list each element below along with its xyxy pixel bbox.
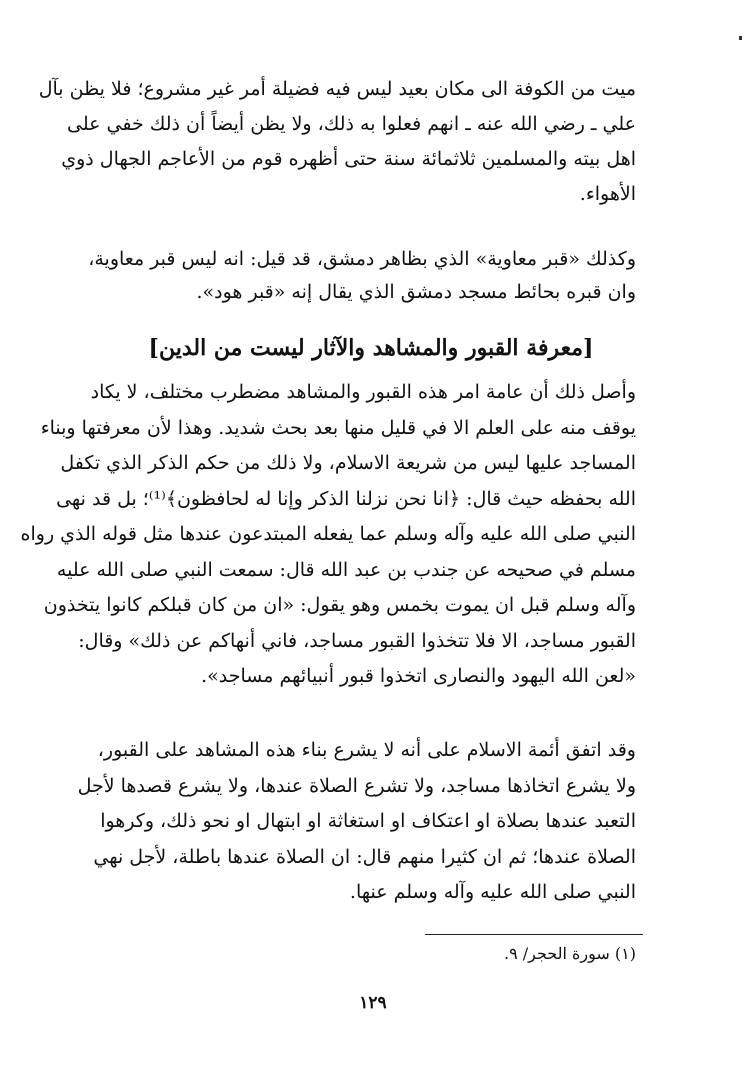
text-line: القبور مساجد، الا فلا تتخذوا القبور مساجد، فاني أنهاكم عن ذلك» وقال: [78, 629, 636, 652]
paragraph-2 [88, 243, 636, 309]
scan-edge-mark [739, 36, 742, 40]
footnote: (١) سورة الحجر/ ٩. [503, 944, 636, 963]
text-line: علي ـ رضي الله عنه ـ انهم فعلوا به ذلك، ولا يظن أيضاً أن ذلك خفي على [67, 113, 636, 135]
text-line: النبي صلى الله عليه وآله وسلم عما يفعله المبتدعون عندها مثل قوله الذي رواه [20, 523, 636, 545]
text-line: التعبد عندها بصلاة او اعتكاف او استغاثة او ابتهال او نحو ذلك، وكرهوا [100, 810, 636, 832]
text-line: يوقف منه على العلم الا في قليل منها بعد بحث شديد. وهذا لأن معرفتها وبناء [40, 416, 636, 439]
text-line: وقد اتفق أئمة الاسلام على أنه لا يشرع بناء هذه المشاهد على القبور، [97, 739, 636, 761]
text-line: اهل بيته والمسلمين ثلاثمائة سنة حتى أظهره قوم من الأعاجم الجهال ذوي [61, 148, 636, 170]
text-line: «لعن الله اليهود والنصارى اتخذوا قبور أنبيائهم مساجد». [201, 665, 636, 687]
footnote-divider [425, 934, 643, 935]
text-line: الأهواء. [579, 183, 636, 205]
text-line: وآله وسلم قبل ان يموت بخمس وهو يقول: «ان من كان قبلكم كانوا يتخذون [43, 594, 636, 616]
text-line: الله بحفظه حيث قال: ﴿انا نحن نزلنا الذكر وإنا له لحافظون﴾⁽¹⁾؛ بل قد نهى [56, 487, 636, 510]
text-line: المساجد عليها ليس من شريعة الاسلام، ولا ذلك من حكم الذكر الذي تكفل [60, 452, 636, 474]
text-line: وكذلك «قبر معاوية» الذي بظاهر دمشق، قد قيل: انه ليس قبر معاوية، [88, 248, 636, 270]
paragraph-4 [77, 733, 636, 911]
paragraph-3 [20, 375, 636, 695]
paragraph-1 [38, 72, 636, 212]
text-line: الصلاة عندها؛ ثم ان كثيرا منهم قال: ان الصلاة عندها باطلة، لأجل نهي [93, 845, 636, 868]
section-heading: [معرفة القبور والمشاهد والآثار ليست من الدين] [148, 335, 594, 361]
text-line: ميت من الكوفة الى مكان بعيد ليس فيه فضيلة أمر غير مشروع؛ فلا يظن بآل [38, 78, 636, 100]
page-number: ١٢٩ [359, 993, 387, 1013]
text-line: النبي صلى الله عليه وآله وسلم عنها. [349, 881, 636, 903]
text-line: ولا يشرع اتخاذها مساجد، ولا تشرع الصلاة عندها، ولا يشرع قصدها لأجل [77, 774, 636, 797]
text-line: وان قبره بحائط مسجد دمشق الذي يقال إنه «قبر هود». [196, 281, 636, 303]
text-line: مسلم في صحيحه عن جندب بن عبد الله قال: سمعت النبي صلى الله عليه [56, 558, 636, 581]
text-line: وأصل ذلك أن عامة امر هذه القبور والمشاهد مضطرب مختلف، لا يكاد [90, 381, 636, 403]
